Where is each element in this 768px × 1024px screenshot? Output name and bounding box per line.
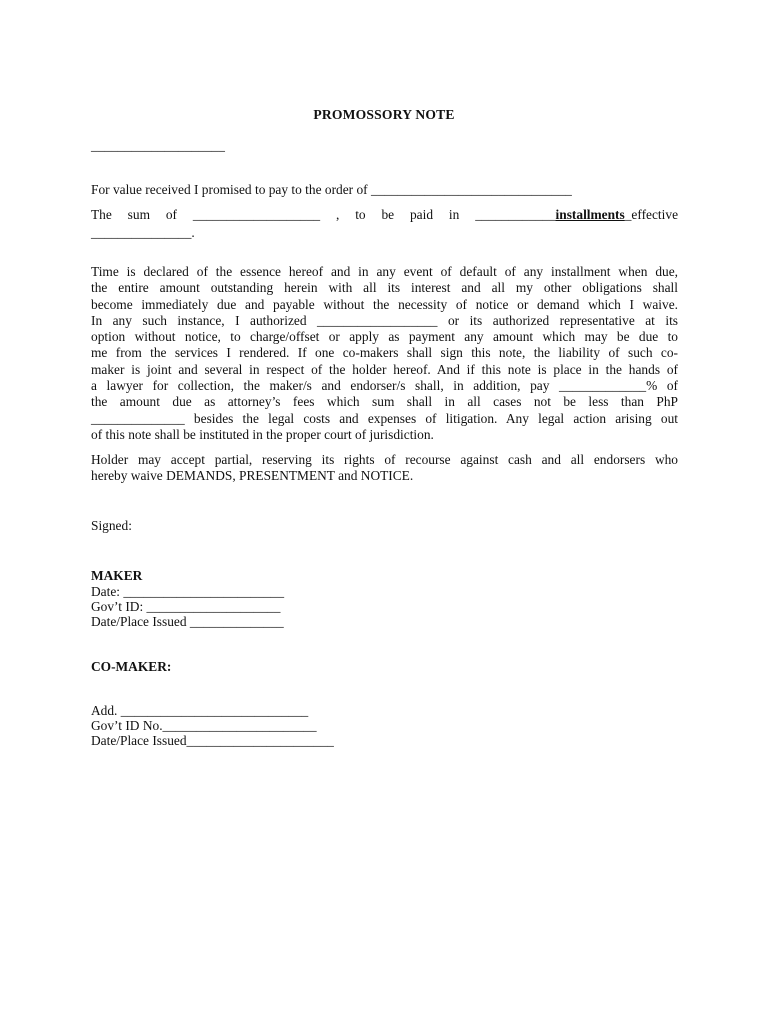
paragraph-line: me from the services I rendered. If one co-makers shall sign this note, the liability of such co-	[91, 345, 678, 361]
maker-date-place-field: Date/Place Issued ______________	[91, 614, 284, 629]
co-maker-gov-id-field: Gov’t ID No._______________________	[91, 718, 317, 733]
paragraph-line: the entire amount outstanding herein with all its interest and all my other obligations shall	[91, 280, 678, 296]
document-title: PROMOSSORY NOTE	[313, 107, 455, 122]
paragraph-line: option without notice, to charge/offset or apply as payment any amount which may be due to	[91, 329, 678, 345]
co-maker-address-field: Add. ____________________________	[91, 703, 309, 718]
effective-blank: _______________.	[91, 225, 195, 240]
order-line: For value received I promised to pay to the order of ______________________________	[91, 182, 572, 197]
sum-line-part2: ___________________ , to be paid in	[192, 207, 460, 222]
default-clause-paragraph	[91, 264, 678, 443]
sum-line	[91, 207, 678, 223]
paragraph-line: a lawyer for collection, the maker/s and endorser/s shall, in addition, pay _____________% of	[91, 378, 678, 394]
sum-line-part4: _effective	[624, 207, 679, 222]
maker-date-field: Date: ________________________	[91, 584, 285, 599]
sum-line-part1: The sum of	[91, 207, 178, 222]
co-maker-heading: CO-MAKER:	[91, 659, 172, 674]
installments-term: installments	[555, 207, 625, 222]
paragraph-line: hereby waive DEMANDS, PRESENTMENT and NOTICE.	[91, 468, 414, 484]
paragraph-line: Holder may accept partial, reserving its rights of recourse against cash and all endorsers who	[91, 452, 678, 467]
paragraph-line: maker is joint and several in respect of the holder hereof. And if this note is place in the hands of	[91, 361, 678, 377]
date-blank: ____________________	[91, 138, 225, 153]
maker-heading: MAKER	[91, 568, 143, 583]
paragraph-line: ______________ besides the legal costs and expenses of litigation. Any legal action arising out	[91, 410, 678, 426]
paragraph-line: of this note shall be instituted in the proper court of jurisdiction.	[91, 426, 434, 442]
co-maker-date-place-field: Date/Place Issued______________________	[91, 733, 334, 748]
signed-label: Signed:	[91, 518, 132, 533]
sum-line-part3: ____________	[475, 207, 556, 222]
paragraph-line: Time is declared of the essence hereof and in any event of default of any installment when due,	[91, 264, 678, 279]
sum-line-installments-group	[475, 207, 678, 222]
holder-clause-paragraph	[91, 452, 678, 485]
maker-gov-id-field: Gov’t ID: ____________________	[91, 599, 281, 614]
paragraph-line: the amount due as attorney’s fees which sum shall in all cases not be less than PhP	[91, 394, 678, 410]
paragraph-line: become immediately due and payable without the necessity of notice or demand which I waive.	[91, 296, 678, 312]
paragraph-line: In any such instance, I authorized __________________ or its authorized representative at its	[91, 312, 678, 328]
